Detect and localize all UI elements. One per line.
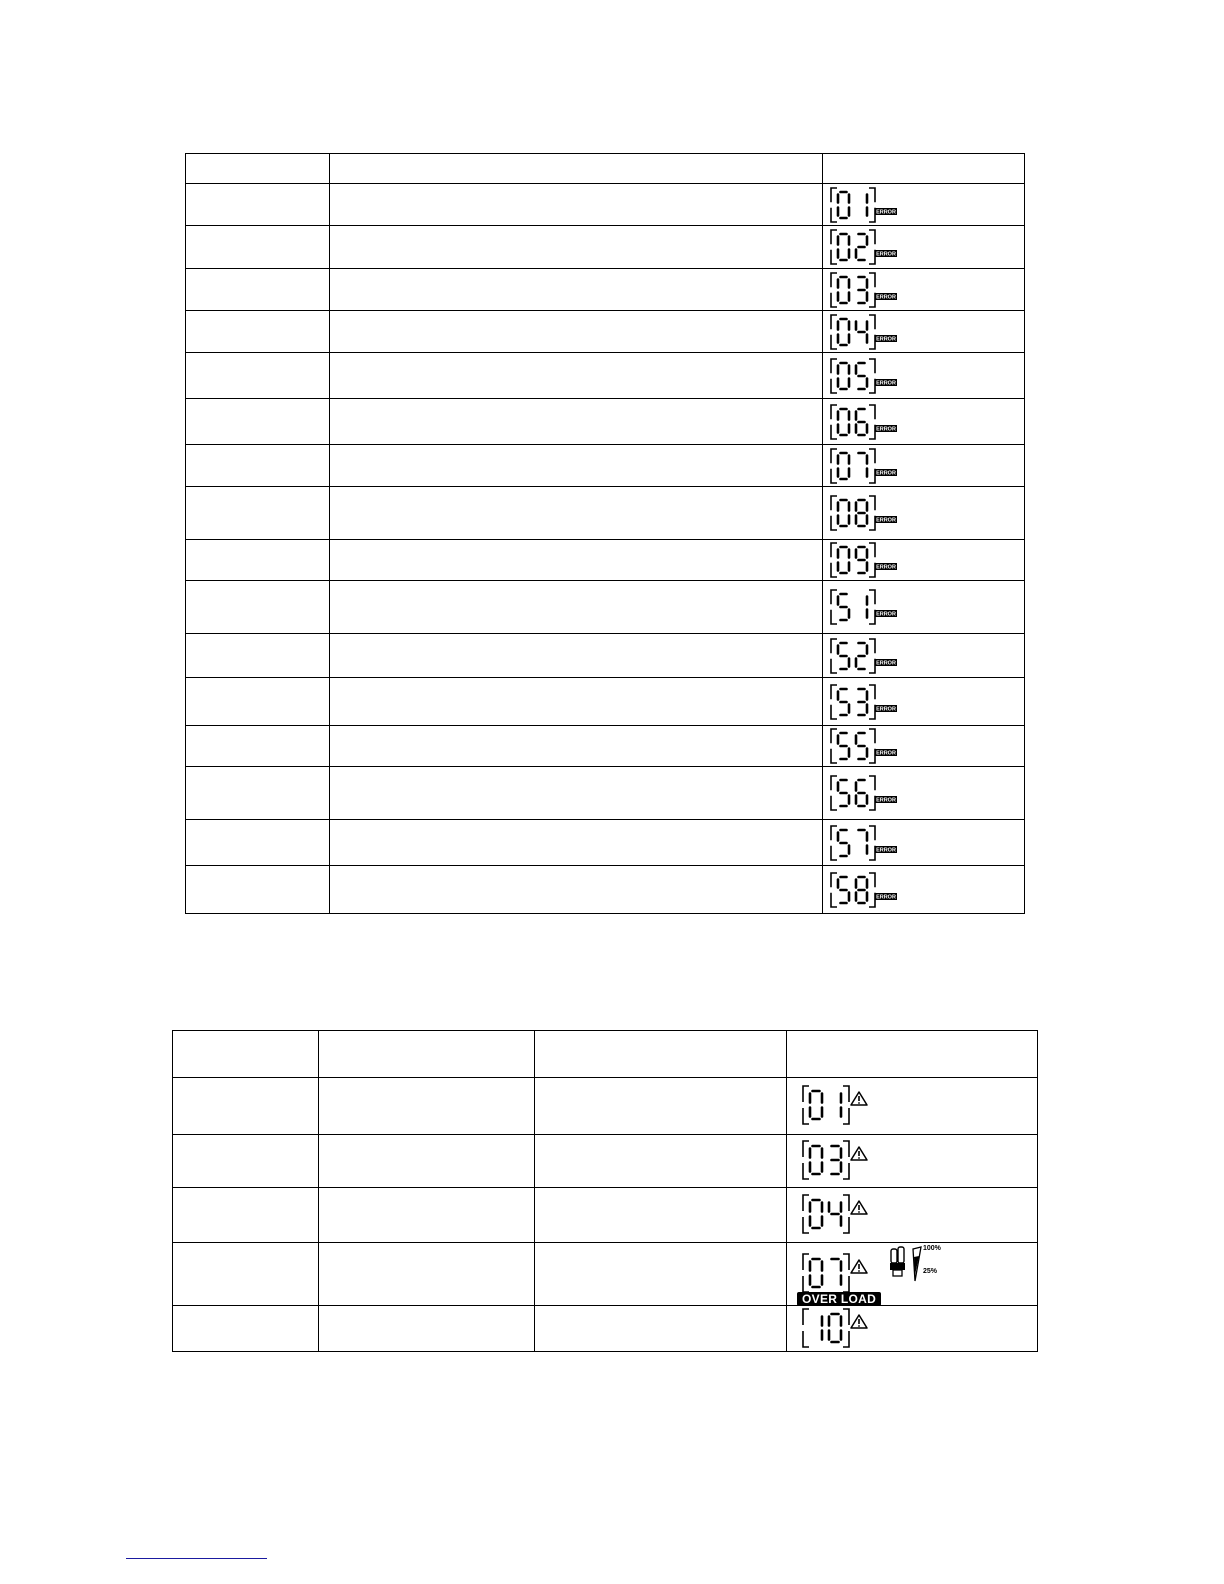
table-row bbox=[173, 1243, 1038, 1306]
lcd-digit bbox=[810, 1200, 822, 1228]
lcd-digit bbox=[838, 363, 849, 389]
lcd-digit bbox=[838, 453, 849, 479]
table-row bbox=[186, 820, 1025, 866]
error-badge-label: ERROR bbox=[876, 847, 896, 854]
warning-code-cell bbox=[173, 1243, 319, 1306]
error-badge-label: ERROR bbox=[876, 611, 896, 618]
warning-code-display bbox=[801, 1193, 881, 1237]
error-code-display bbox=[829, 228, 909, 266]
error-badge-label: ERROR bbox=[876, 750, 896, 757]
warning-event-cell bbox=[319, 1188, 535, 1243]
fault-event-cell bbox=[330, 540, 823, 581]
table-row bbox=[186, 678, 1025, 726]
lcd-digit bbox=[838, 689, 849, 715]
table-row bbox=[186, 487, 1025, 540]
fault-event-cell bbox=[330, 767, 823, 820]
fault-code-cell bbox=[186, 399, 330, 445]
fault-event-cell bbox=[330, 353, 823, 399]
icon-cell bbox=[823, 226, 1025, 269]
error-code-display bbox=[829, 588, 909, 626]
error-code-display bbox=[829, 271, 909, 309]
fault-event-cell bbox=[330, 445, 823, 487]
lcd-digit bbox=[810, 1259, 822, 1287]
fault-code-cell bbox=[186, 540, 330, 581]
lcd-digit bbox=[838, 643, 849, 669]
lcd-digit bbox=[856, 877, 867, 903]
warning-code-cell bbox=[173, 1306, 319, 1352]
fault-code-cell bbox=[186, 866, 330, 914]
icon-cell bbox=[823, 767, 1025, 820]
lcd-digit bbox=[856, 409, 867, 435]
lcd-digit bbox=[838, 780, 849, 806]
fault-event-cell bbox=[330, 487, 823, 540]
error-code-display bbox=[829, 357, 909, 395]
warning-code-cell bbox=[173, 1135, 319, 1188]
warning-code-display bbox=[801, 1139, 881, 1183]
lcd-digit bbox=[838, 733, 849, 759]
fault-code-cell bbox=[186, 487, 330, 540]
table-header-row bbox=[173, 1031, 1038, 1078]
fault-event-cell bbox=[330, 311, 823, 353]
warning-event-cell bbox=[319, 1306, 535, 1352]
footer-link-underline bbox=[126, 1558, 267, 1559]
lcd-digit bbox=[838, 409, 849, 435]
lcd-digit bbox=[838, 192, 849, 218]
lcd-digit bbox=[810, 1146, 822, 1174]
table-row bbox=[186, 311, 1025, 353]
table-header-row bbox=[186, 154, 1025, 184]
overload-badge: OVER LOAD bbox=[797, 1292, 881, 1306]
table-row bbox=[173, 1188, 1038, 1243]
table-row bbox=[186, 726, 1025, 767]
warning-triangle-icon bbox=[851, 1092, 867, 1105]
warning-code-display bbox=[801, 1252, 881, 1296]
fault-code-cell bbox=[186, 581, 330, 634]
fault-event-cell bbox=[330, 866, 823, 914]
icon-cell bbox=[823, 487, 1025, 540]
fault-event-cell bbox=[330, 726, 823, 767]
load-low-label: 25% bbox=[923, 1268, 938, 1275]
lcd-digit bbox=[856, 234, 867, 260]
fault-event-cell bbox=[330, 269, 823, 311]
header-cell bbox=[787, 1031, 1038, 1078]
lcd-digit bbox=[838, 594, 849, 620]
lcd-digit bbox=[838, 547, 849, 573]
warning-code-cell bbox=[173, 1078, 319, 1135]
table-row bbox=[186, 353, 1025, 399]
icon-cell bbox=[823, 540, 1025, 581]
error-badge-label: ERROR bbox=[876, 564, 896, 571]
fault-code-cell bbox=[186, 634, 330, 678]
load-level-bar bbox=[913, 1247, 921, 1281]
lcd-digit bbox=[838, 877, 849, 903]
load-high-label: 100% bbox=[923, 1245, 941, 1252]
icon-cell bbox=[823, 726, 1025, 767]
fault-code-cell bbox=[186, 226, 330, 269]
lcd-digit bbox=[856, 321, 867, 342]
warning-code-display bbox=[801, 1084, 881, 1128]
icon-cell bbox=[823, 581, 1025, 634]
table-row bbox=[173, 1306, 1038, 1352]
lcd-digit bbox=[859, 830, 868, 854]
warning-triangle-icon bbox=[851, 1201, 867, 1214]
icon-cell bbox=[787, 1078, 1038, 1135]
error-badge-label: ERROR bbox=[876, 294, 896, 301]
error-badge-label: ERROR bbox=[876, 660, 896, 667]
lcd-digit bbox=[832, 1146, 842, 1174]
header-cell bbox=[535, 1031, 787, 1078]
error-badge-label: ERROR bbox=[876, 894, 896, 901]
error-badge-label: ERROR bbox=[876, 336, 896, 343]
fault-code-cell bbox=[186, 678, 330, 726]
lcd-digit bbox=[856, 363, 867, 389]
fault-event-cell bbox=[330, 634, 823, 678]
warning-alarm-cell bbox=[535, 1306, 787, 1352]
table-row bbox=[186, 445, 1025, 487]
lcd-digit bbox=[838, 234, 849, 260]
lcd-digit bbox=[856, 500, 867, 526]
icon-cell bbox=[787, 1306, 1038, 1352]
fault-event-cell bbox=[330, 184, 823, 226]
fault-code-cell bbox=[186, 820, 330, 866]
fault-code-cell bbox=[186, 184, 330, 226]
icon-cell bbox=[823, 353, 1025, 399]
icon-cell bbox=[823, 311, 1025, 353]
table-row bbox=[186, 540, 1025, 581]
error-badge-label: ERROR bbox=[876, 209, 896, 216]
icon-cell bbox=[823, 445, 1025, 487]
table-row bbox=[186, 269, 1025, 311]
fault-event-cell bbox=[330, 678, 823, 726]
icon-cell bbox=[823, 184, 1025, 226]
header-cell bbox=[173, 1031, 319, 1078]
error-code-display bbox=[829, 313, 909, 351]
icon-cell bbox=[787, 1243, 1038, 1306]
warning-alarm-cell bbox=[535, 1135, 787, 1188]
header-cell bbox=[823, 154, 1025, 184]
warning-alarm-cell bbox=[535, 1078, 787, 1135]
icon-cell bbox=[823, 634, 1025, 678]
table-row bbox=[186, 184, 1025, 226]
warning-triangle-icon bbox=[851, 1260, 867, 1273]
icon-cell bbox=[823, 399, 1025, 445]
error-badge-label: ERROR bbox=[876, 470, 896, 477]
fault-code-cell bbox=[186, 726, 330, 767]
table-row bbox=[186, 634, 1025, 678]
icon-cell bbox=[823, 678, 1025, 726]
lcd-digit bbox=[832, 1259, 842, 1285]
warning-alarm-cell bbox=[535, 1188, 787, 1243]
error-badge-label: ERROR bbox=[876, 251, 896, 258]
fault-code-cell bbox=[186, 269, 330, 311]
lcd-digit bbox=[859, 453, 868, 477]
icon-cell bbox=[823, 866, 1025, 914]
error-badge-label: ERROR bbox=[876, 426, 896, 433]
table-row bbox=[186, 767, 1025, 820]
warning-event-cell bbox=[319, 1135, 535, 1188]
error-badge-label: ERROR bbox=[876, 517, 896, 524]
icon-cell bbox=[823, 269, 1025, 311]
table-row bbox=[173, 1078, 1038, 1135]
error-code-display bbox=[829, 727, 909, 765]
header-cell bbox=[319, 1031, 535, 1078]
error-badge-label: ERROR bbox=[876, 797, 896, 804]
warning-triangle-icon bbox=[851, 1315, 867, 1328]
fault-code-cell bbox=[186, 445, 330, 487]
table-row bbox=[186, 581, 1025, 634]
fault-event-cell bbox=[330, 226, 823, 269]
header-cell bbox=[186, 154, 330, 184]
warning-code-display bbox=[801, 1307, 881, 1351]
error-code-display bbox=[829, 494, 909, 532]
warning-event-cell bbox=[319, 1243, 535, 1306]
fault-event-cell bbox=[330, 581, 823, 634]
lcd-digit bbox=[810, 1091, 822, 1119]
fault-code-cell bbox=[186, 767, 330, 820]
lcd-digit bbox=[829, 1203, 841, 1226]
error-code-display bbox=[829, 637, 909, 675]
lcd-digit bbox=[838, 277, 849, 303]
warning-alarm-cell bbox=[535, 1243, 787, 1306]
lcd-digit bbox=[838, 830, 849, 856]
icon-cell bbox=[823, 820, 1025, 866]
icon-cell bbox=[787, 1135, 1038, 1188]
error-badge-label: ERROR bbox=[876, 706, 896, 713]
warning-code-cell bbox=[173, 1188, 319, 1243]
fault-code-cell bbox=[186, 353, 330, 399]
error-code-display bbox=[829, 186, 909, 224]
error-code-display bbox=[829, 403, 909, 441]
error-code-display bbox=[829, 683, 909, 721]
load-indicator bbox=[887, 1243, 947, 1292]
lcd-digit bbox=[856, 643, 867, 669]
header-cell bbox=[330, 154, 823, 184]
lcd-digit bbox=[856, 547, 867, 573]
table-row bbox=[186, 866, 1025, 914]
lcd-digit bbox=[856, 780, 867, 806]
fault-event-cell bbox=[330, 399, 823, 445]
warning-code-table bbox=[172, 1030, 1038, 1352]
table-row bbox=[173, 1135, 1038, 1188]
bulb-icon bbox=[890, 1247, 905, 1276]
warning-triangle-icon bbox=[851, 1147, 867, 1160]
error-badge-label: ERROR bbox=[876, 380, 896, 387]
fault-event-cell bbox=[330, 820, 823, 866]
table-row bbox=[186, 399, 1025, 445]
error-code-display bbox=[829, 541, 909, 579]
error-code-display bbox=[829, 447, 909, 485]
lcd-digit bbox=[856, 733, 867, 759]
table-row bbox=[186, 226, 1025, 269]
fault-code-table bbox=[185, 153, 1025, 914]
warning-event-cell bbox=[319, 1078, 535, 1135]
lcd-digit bbox=[859, 277, 868, 303]
fault-code-cell bbox=[186, 311, 330, 353]
lcd-digit bbox=[859, 689, 868, 715]
lcd-digit bbox=[829, 1314, 841, 1342]
error-code-display bbox=[829, 774, 909, 812]
error-code-display bbox=[829, 871, 909, 909]
lcd-digit bbox=[838, 500, 849, 526]
error-code-display bbox=[829, 824, 909, 862]
lcd-digit bbox=[838, 319, 849, 345]
icon-cell bbox=[787, 1188, 1038, 1243]
